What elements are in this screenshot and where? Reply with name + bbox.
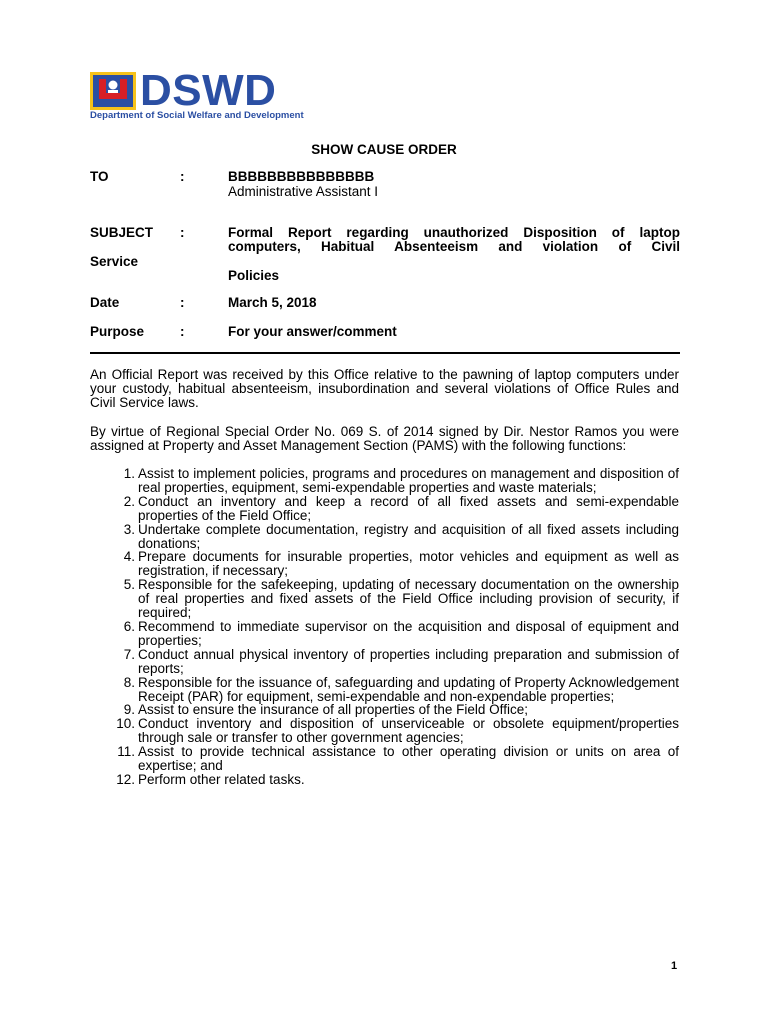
function-item <box>123 618 679 648</box>
function-item <box>123 466 679 495</box>
recipient-name: BBBBBBBBBBBBBBB <box>228 169 375 184</box>
dswd-emblem-icon <box>90 72 136 110</box>
subject-wrap-word: Service <box>90 254 139 269</box>
subject-label: SUBJECT <box>90 225 154 240</box>
function-text: Responsible for the issuance of, safeguarding and updating of Property Acknowledgement Receipt (PAR) for equipment, semi-expendable and non-expendable properties; <box>138 674 679 704</box>
purpose-colon: : <box>180 324 185 339</box>
date-label: Date <box>90 295 120 310</box>
function-number: 7. <box>123 646 135 662</box>
subject-line-2: computers, Habitual Absenteeism and violation of Civil <box>228 239 680 254</box>
function-text: Prepare documents for insurable properties, motor vehicles and equipment as well as registration, if necessary; <box>138 549 679 579</box>
function-number: 1. <box>123 466 135 481</box>
function-item <box>116 716 679 746</box>
function-number: 4. <box>123 549 135 565</box>
function-item <box>116 771 679 787</box>
function-text: Perform other related tasks. <box>138 771 305 787</box>
to-colon: : <box>180 169 185 184</box>
function-number: 10. <box>116 716 135 732</box>
function-text: Assist to implement policies, programs and procedures on management and disposition of real properties, equipment, semi-expendable properties and waste materials; <box>138 466 679 495</box>
function-item <box>123 702 679 718</box>
purpose-label: Purpose <box>90 324 145 339</box>
function-number: 6. <box>123 618 135 634</box>
dswd-logo <box>90 66 304 124</box>
function-number: 2. <box>123 493 135 509</box>
functions-list <box>116 466 679 787</box>
function-item <box>123 577 679 621</box>
function-number: 3. <box>123 521 135 537</box>
function-number: 11. <box>117 744 135 760</box>
function-text: Responsible for the safekeeping, updating of necessary documentation on the ownership of real properties and fixed assets of the Field Office including provision of security, if required; <box>138 577 679 621</box>
purpose-value: For your answer/comment <box>228 324 397 339</box>
function-text: Conduct an inventory and keep a record of all fixed assets and semi-expendable properties of the Field Office; <box>138 493 679 523</box>
logo-wordmark: DSWD <box>140 66 277 115</box>
function-text: Conduct annual physical inventory of properties including preparation and submission of reports; <box>138 646 679 676</box>
function-number: 9. <box>123 702 135 718</box>
function-number: 8. <box>123 674 135 690</box>
function-item <box>123 646 679 676</box>
document-title: SHOW CAUSE ORDER <box>311 142 457 157</box>
function-number: 5. <box>123 577 135 593</box>
subject-line-1: Formal Report regarding unauthorized Disposition of laptop <box>228 225 680 240</box>
to-label: TO <box>90 169 109 184</box>
paragraph-assignment: By virtue of Regional Special Order No. 069 S. of 2014 signed by Dir. Nestor Ramos you were assigned at Property and Asset Management Section (PAMS) with the following functions: <box>90 424 679 453</box>
header-divider <box>90 352 680 354</box>
function-item <box>123 549 679 579</box>
function-item <box>117 744 679 774</box>
function-text: Assist to ensure the insurance of all properties of the Field Office; <box>138 702 528 718</box>
function-text: Conduct inventory and disposition of unserviceable or obsolete equipment/properties through sale or transfer to other government agencies; <box>138 716 679 746</box>
paragraph-report: An Official Report was received by this Office relative to the pawning of laptop computers under your custody, habitual absenteeism, insubordination and several violations of Office Rules and Civil Service laws. <box>90 367 679 410</box>
function-text: Assist to provide technical assistance to other operating division or units on area of expertise; and <box>138 744 679 774</box>
date-value: March 5, 2018 <box>228 295 317 310</box>
function-item <box>123 521 679 551</box>
logo-subtitle: Department of Social Welfare and Development <box>90 110 304 121</box>
date-colon: : <box>180 295 185 310</box>
recipient-position: Administrative Assistant I <box>228 184 379 199</box>
subject-colon: : <box>180 225 185 240</box>
function-number: 12. <box>116 771 135 787</box>
function-item <box>123 674 679 704</box>
function-text: Undertake complete documentation, registry and acquisition of all fixed assets including donations; <box>138 521 679 551</box>
function-item <box>123 493 679 523</box>
subject-line-3: Policies <box>228 268 280 283</box>
function-text: Recommend to immediate supervisor on the acquisition and disposal of equipment and properties; <box>138 618 679 648</box>
page-number: 1 <box>671 960 678 972</box>
